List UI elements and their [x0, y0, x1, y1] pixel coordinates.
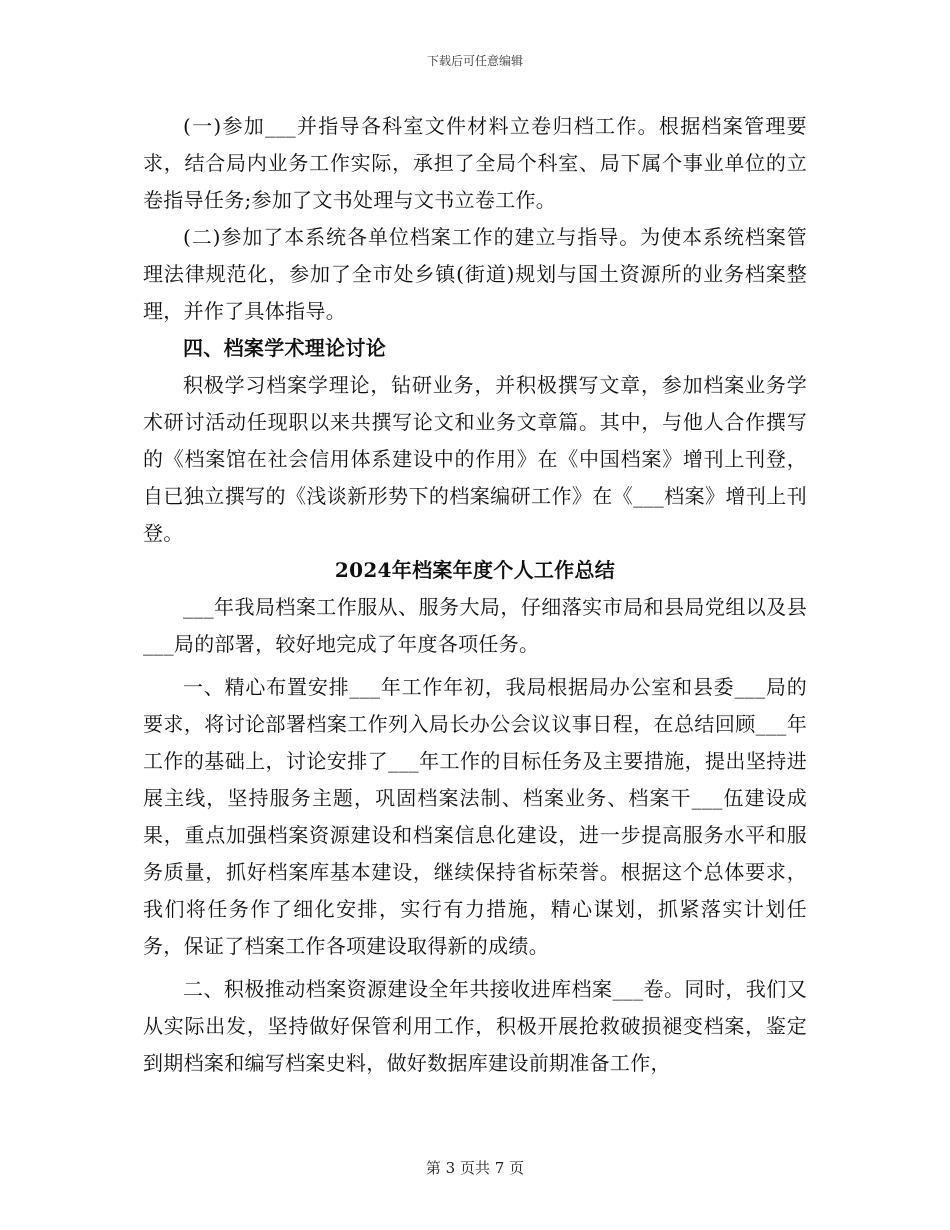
paragraph-academic: 积极学习档案学理论，钻研业务，并积极撰写文章，参加档案业务学术研讨活动任现职以来共撰写论文和业务文章篇。其中，与他人合作撰写的《档案馆在社会信用体系建设中的作用》在《中国档案》增刊上刊登，自已独立撰写的《浅谈新形势下的档案编研工作》在《___档案》增刊上刊登。 [143, 373, 807, 545]
paragraph-intro: ___年我局档案工作服从、服务大局，仔细落实市局和县局党组以及县___局的部署，较好地完成了年度各项任务。 [143, 595, 807, 656]
section-heading-academic: 四、档案学术理论讨论 [183, 336, 386, 360]
page-header-note: 下载后可任意编辑 [426, 54, 523, 68]
document-body [143, 108, 807, 1082]
page-number: 第 3 页共 7 页 [425, 1159, 525, 1177]
document-title: 2024年档案年度个人工作总结 [334, 558, 616, 582]
paragraph-part-1: 一、精心布置安排___年工作年初，我局根据局办公室和县委___局的要求，将讨论部署档案工作列入局长办公会议议事日程，在总结回顾___年工作的基础上，讨论安排了___年工作的目标任务及主要措施，提出坚持进展主线，坚持服务主题，巩固档案法制、档案业务、档案干___伍建设成果，重点加强档案资源建设和档案信息化建设，进一步提高服务水平和服务质量，抓好档案库基本建设，继续保持省标荣誉。根据这个总体要求，我们将任务作了细化安排，实行有力措施，精心谋划，抓紧落实计划任务，保证了档案工作各项建设取得新的成绩。 [143, 675, 807, 958]
paragraph-section-1: (一)参加___并指导各科室文件材料立卷归档工作。根据档案管理要求，结合局内业务工作实际，承担了全局个科室、局下属个事业单位的立卷指导任务;参加了文书处理与文书立卷工作。 [143, 114, 807, 212]
paragraph-section-2: (二)参加了本系统各单位档案工作的建立与指导。为使本系统档案管理法律规范化，参加了全市处乡镇(街道)规划与国土资源所的业务档案整理，并作了具体指导。 [143, 225, 807, 323]
paragraph-part-2: 二、积极推动档案资源建设全年共接收进库档案___卷。同时，我们又从实际出发，坚持做好保管利用工作，积极开展抢救破损褪变档案，鉴定到期档案和编写档案史料，做好数据库建设前期准备工作， [143, 977, 807, 1075]
